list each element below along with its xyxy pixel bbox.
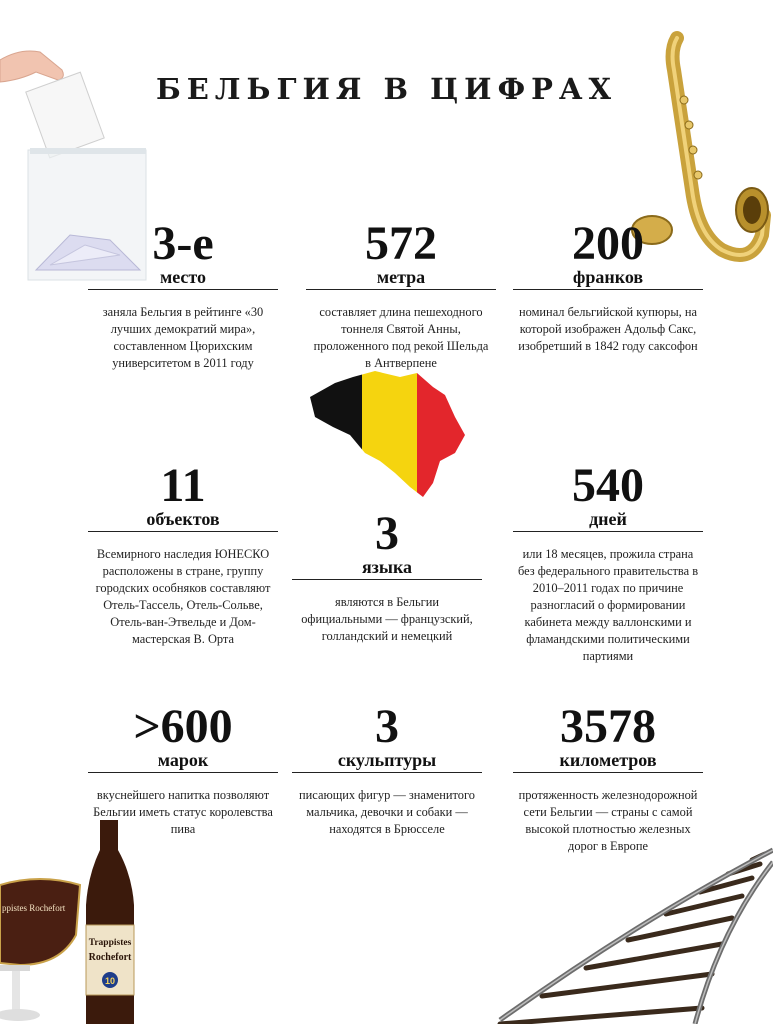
stat-description: являются в Бельгии официальными — французский, голландский и немецкий (301, 595, 473, 643)
stat-number: 3 (375, 507, 399, 560)
stat-number: 540 (572, 459, 644, 512)
stat-unesco-sites (88, 459, 278, 648)
stat-description: вкуснейшего напитка позволяют Бельгии иметь статус королевства пива (93, 788, 273, 836)
beer-illustration (0, 815, 160, 1024)
stat-description: Всемирного наследия ЮНЕСКО расположены в стране, группу городских особняков составляют Отель-Тассель, Отель-Сольве, Отель-ван-Этвельде и Дом-мастерская В. Орта (95, 547, 271, 646)
stat-number: >600 (133, 700, 233, 753)
stat-beer-brands (88, 700, 278, 838)
stat-description: номинал бельгийской купюры, на которой изображен Адольф Сакс, изобретший в 1842 году саксофон (518, 305, 698, 353)
stat-unit: метра (306, 266, 496, 290)
stat-unit: место (88, 266, 278, 290)
stat-unit: марок (88, 749, 278, 773)
stat-description: составляет длина пешеходного тоннеля Святой Анны, проложенного под рекой Шельда в Антверпене (313, 305, 489, 370)
stat-description: или 18 месяцев, прожила страна без федерального правительства в 2010–2011 годах по причине разногласий о формировании кабинета между валлонскими и фламандскими политическими партиями (517, 547, 699, 663)
stat-number: 11 (160, 459, 206, 512)
stat-number: 3 (375, 700, 399, 753)
stat-unit: дней (513, 508, 703, 532)
stat-sculptures (292, 700, 482, 838)
stat-number: 200 (572, 217, 644, 270)
stat-unit: километров (513, 749, 703, 773)
stat-description: заняла Бельгия в рейтинге «30 лучших демократий мира», составленном Цюрихским университетом в 2011 году (102, 305, 264, 370)
belgium-flag-map (305, 365, 475, 505)
stat-unit: скульптуры (292, 749, 482, 773)
stat-tunnel-length (306, 217, 496, 372)
stat-unit: франков (513, 266, 703, 290)
stat-number: 3-е (152, 217, 214, 270)
bottle-label-line2: Rochefort (88, 952, 132, 963)
railway-illustration (490, 840, 773, 1024)
stat-banknote (513, 217, 703, 355)
stat-no-government (513, 459, 703, 665)
stat-number: 3578 (560, 700, 656, 753)
stat-number: 572 (365, 217, 437, 270)
stat-railway-length (513, 700, 703, 855)
glass-logo-text: ppistes Rochefort (2, 903, 66, 913)
page-title: БЕЛЬГИЯ В ЦИФРАХ (155, 72, 618, 106)
stat-unit: объектов (88, 508, 278, 532)
stat-description: протяженность железнодорожной сети Бельгии — страны с самой высокой плотностью железных дорог в Европе (518, 788, 698, 853)
stat-democracy-rank (88, 217, 278, 372)
stat-languages (292, 507, 482, 645)
stat-unit: языка (292, 556, 482, 580)
bottle-badge: 10 (104, 976, 116, 986)
bottle-label-line1: Trappistes (88, 938, 132, 948)
stat-description: писающих фигур — знаменитого мальчика, девочки и собаки — находятся в Брюсселе (299, 788, 475, 836)
